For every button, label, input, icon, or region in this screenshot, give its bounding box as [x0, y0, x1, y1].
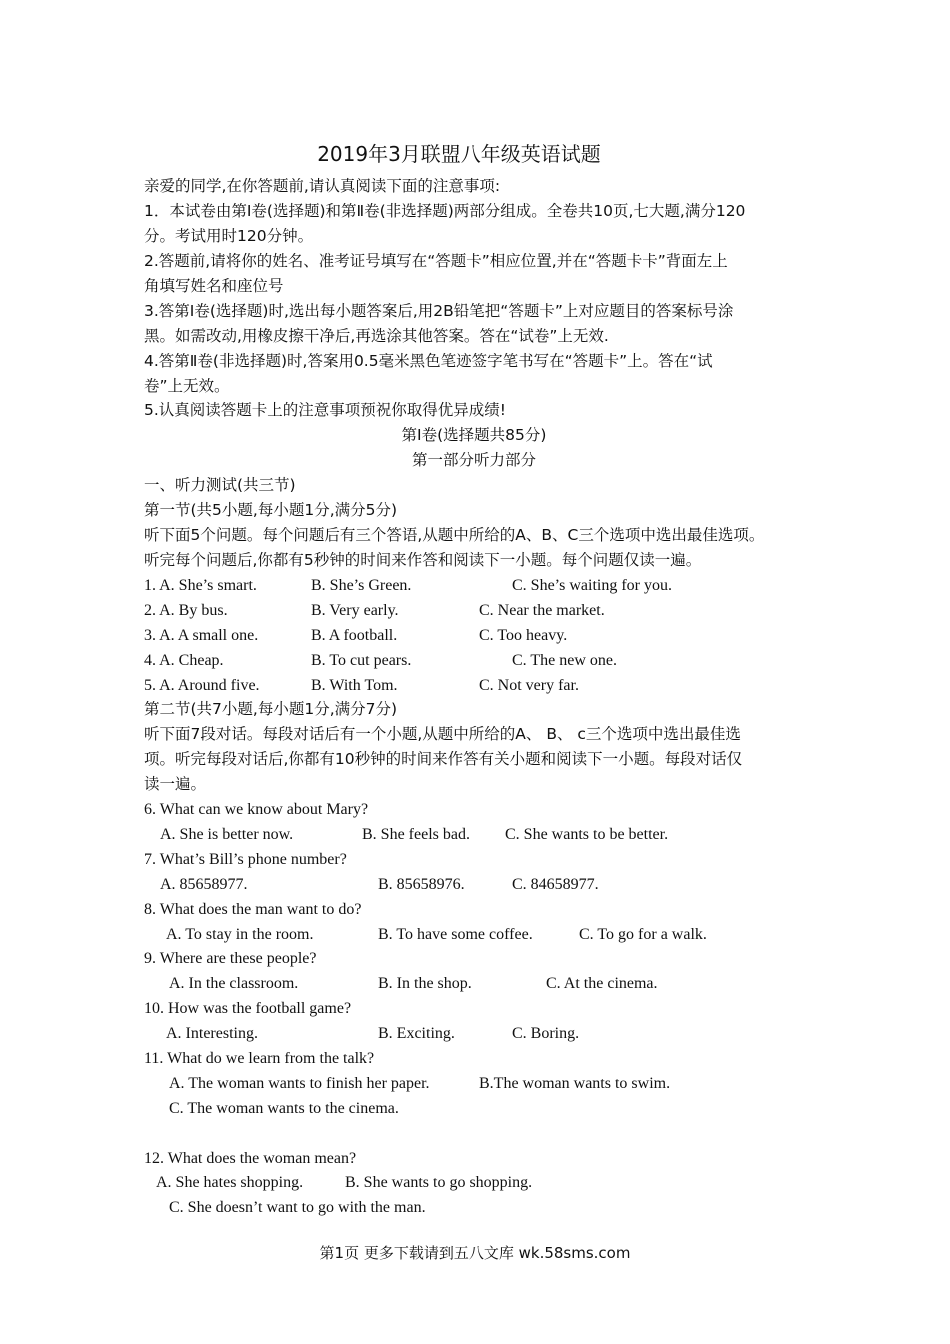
item-4-option-a: 4. A. Cheap.: [144, 652, 224, 669]
intro-line: 角填写姓名和座位号: [144, 277, 284, 295]
item-4-option-c: C. The new one.: [512, 652, 618, 669]
question-7-option-a: A. 85658977.: [160, 876, 248, 893]
intro-line: 分。考试用时120分钟。: [144, 227, 314, 245]
page-footer: 第1页 更多下载请到五八文库 wk.58sms.com: [319, 1244, 631, 1262]
item-2-option-c: C. Near the market.: [479, 602, 605, 619]
question-10: 10. How was the football game?: [144, 1000, 352, 1017]
question-6: 6. What can we know about Mary?: [144, 801, 369, 818]
item-1-option-b: B. She’s Green.: [311, 577, 412, 594]
part-heading: 第一部分听力部分: [411, 451, 536, 469]
question-12: 12. What does the woman mean?: [144, 1150, 357, 1167]
intro-line: 4.答第Ⅱ卷(非选择题)时,答案用0.5毫米黑色笔迹签字笔书写在“答题卡”上。答在“试: [144, 352, 713, 370]
intro-line: 亲爱的同学,在你答题前,请认真阅读下面的注意事项:: [144, 177, 501, 195]
item-1-option-a: 1. A. She’s smart.: [144, 577, 257, 594]
question-12-option-b: B. She wants to go shopping.: [345, 1174, 533, 1191]
question-9-option-b: B. In the shop.: [378, 975, 472, 992]
question-7-option-c: C. 84658977.: [512, 876, 599, 893]
item-3-option-a: 3. A. A small one.: [144, 627, 259, 644]
question-8-option-c: C. To go for a walk.: [579, 926, 707, 943]
item-5-option-a: 5. A. Around five.: [144, 677, 260, 694]
question-10-option-b: B. Exciting.: [378, 1025, 455, 1042]
question-6-option-a: A. She is better now.: [160, 826, 294, 843]
page-title: 2019年3月联盟八年级英语试题: [317, 142, 601, 166]
question-10-option-c: C. Boring.: [512, 1025, 580, 1042]
volume-heading: 第I卷(选择题共85分): [401, 426, 547, 444]
question-12-option-c: C. She doesn’t want to go with the man.: [169, 1199, 426, 1216]
section2-instructions: 听下面7段对话。每段对话后有一个小题,从题中所给的A、 B、 c三个选项中选出最佳选: [144, 725, 741, 743]
question-12-option-a: A. She hates shopping.: [156, 1174, 304, 1191]
question-8: 8. What does the man want to do?: [144, 901, 362, 918]
question-6-option-c: C. She wants to be better.: [505, 826, 669, 843]
question-6-option-b: B. She feels bad.: [362, 826, 470, 843]
question-8-option-b: B. To have some coffee.: [378, 926, 533, 943]
item-1-option-c: C. She’s waiting for you.: [512, 577, 672, 594]
question-9-option-c: C. At the cinema.: [546, 975, 658, 992]
section2-heading: 第二节(共7小题,每小题1分,满分7分): [144, 700, 398, 718]
item-4-option-b: B. To cut pears.: [311, 652, 412, 669]
section2-instructions: 读一遍。: [144, 775, 207, 793]
item-3-option-c: C. Too heavy.: [479, 627, 568, 644]
question-7-option-b: B. 85658976.: [378, 876, 465, 893]
question-11-option-c: C. The woman wants to the cinema.: [169, 1100, 399, 1117]
intro-line: 3.答第I卷(选择题)时,选出每小题答案后,用2B铅笔把“答题卡”上对应题目的答案标号涂: [144, 302, 734, 320]
intro-line: 1．本试卷由第Ⅰ卷(选择题)和第Ⅱ卷(非选择题)两部分组成。全卷共10页,七大题,满分120: [144, 202, 746, 220]
section2-instructions: 项。听完每段对话后,你都有10秒钟的时间来作答有关小题和阅读下一小题。每段对话仅: [144, 750, 743, 768]
question-9: 9. Where are these people?: [144, 950, 317, 967]
question-11: 11. What do we learn from the talk?: [144, 1050, 375, 1067]
question-7: 7. What’s Bill’s phone number?: [144, 851, 347, 868]
intro-line: 5.认真阅读答题卡上的注意事项预祝你取得优异成绩!: [144, 401, 507, 419]
question-8-option-a: A. To stay in the room.: [166, 926, 314, 943]
item-5-option-c: C. Not very far.: [479, 677, 579, 694]
question-10-option-a: A. Interesting.: [166, 1025, 258, 1042]
question-11-option-a: A. The woman wants to finish her paper.: [169, 1075, 430, 1092]
intro-line: 黑。如需改动,用橡皮擦干净后,再选涂其他答案。答在“试卷”上无效.: [144, 327, 609, 345]
intro-line: 卷”上无效。: [144, 377, 230, 395]
item-3-option-b: B. A football.: [311, 627, 398, 644]
item-2-option-a: 2. A. By bus.: [144, 602, 228, 619]
intro-line: 2.答题前,请将你的姓名、准考证号填写在“答题卡”相应位置,并在“答题卡卡”背面左上: [144, 252, 728, 270]
section1-instructions: 听下面5个问题。每个问题后有三个答语,从题中所给的A、B、C三个选项中选出最佳选项。: [144, 526, 765, 544]
section-heading: 一、听力测试(共三节): [144, 476, 296, 494]
section1-heading: 第一节(共5小题,每小题1分,满分5分): [144, 501, 398, 519]
item-2-option-b: B. Very early.: [311, 602, 399, 619]
question-9-option-a: A. In the classroom.: [169, 975, 299, 992]
section1-instructions: 听完每个问题后,你都有5秒钟的时间来作答和阅读下一小题。每个问题仅读一遍。: [144, 551, 702, 569]
item-5-option-b: B. With Tom.: [311, 677, 398, 694]
question-11-option-b: B.The woman wants to swim.: [479, 1075, 671, 1092]
